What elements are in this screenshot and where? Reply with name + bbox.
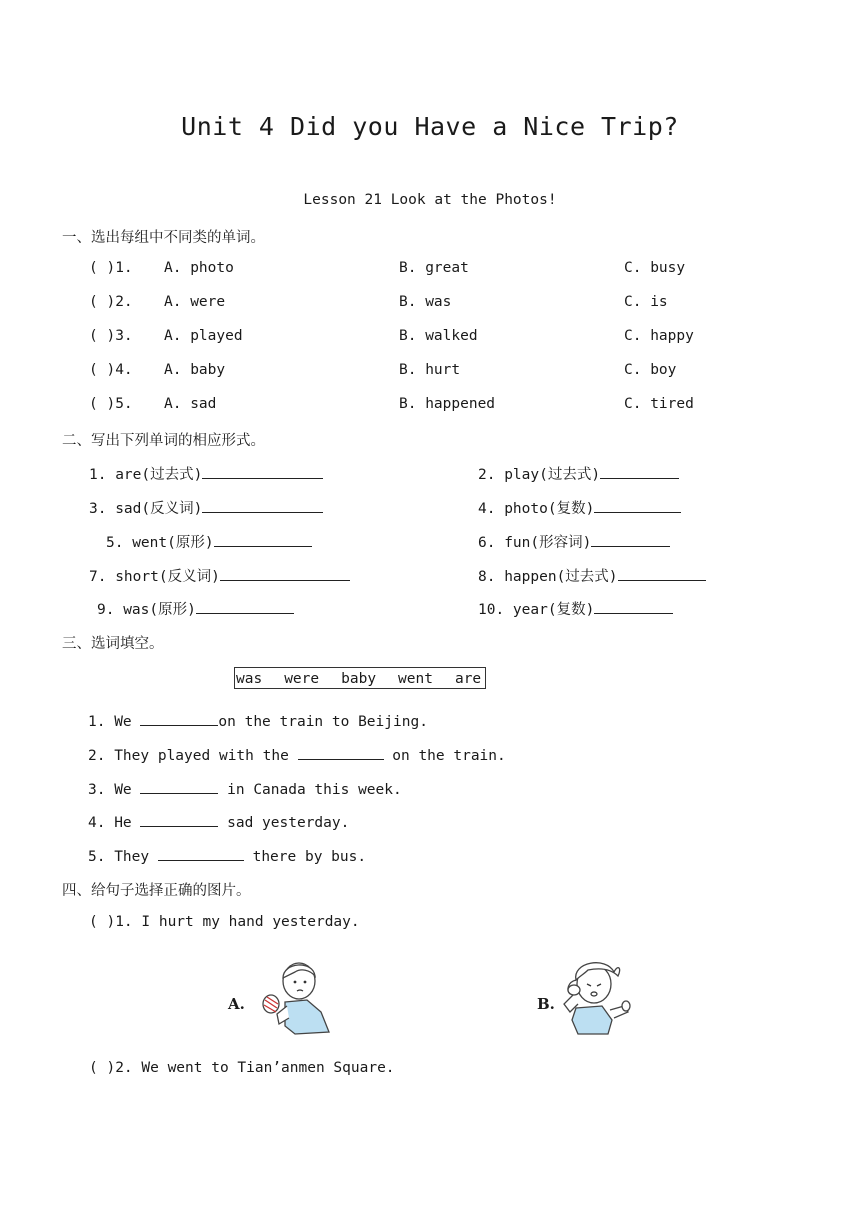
s1-q1-num: ( )1.: [89, 260, 133, 276]
word-bank-item: was: [236, 671, 263, 687]
answer-blank[interactable]: [600, 464, 679, 479]
s1-q2-option-a: A. were: [164, 294, 226, 310]
section4-heading: 四、给句子选择正确的图片。: [62, 883, 251, 899]
s1-q5-option-c: C. tired: [624, 396, 694, 412]
answer-blank[interactable]: [214, 532, 312, 547]
word-bank: [234, 667, 486, 689]
section3-heading: 三、选词填空。: [62, 636, 164, 652]
s1-q2-num: ( )2.: [89, 294, 133, 310]
s2-item-9: 9. was(原形): [97, 598, 294, 619]
boy-hurt-hand-picture: [255, 954, 337, 1036]
answer-blank[interactable]: [140, 812, 218, 827]
s4-question-2: ( )2. We went to Tian’anmen Square.: [89, 1060, 395, 1076]
word-bank-item: baby: [341, 671, 377, 687]
s1-q3-option-c: C. happy: [624, 328, 694, 344]
s1-q4-option-a: A. baby: [164, 362, 226, 378]
s1-q2-option-b: B. was: [399, 294, 452, 310]
answer-blank[interactable]: [298, 745, 384, 760]
s2-item-1: 1. are(过去式): [89, 463, 323, 484]
word-bank-item: went: [398, 671, 433, 687]
picture-b-label: B.: [537, 995, 555, 1013]
answer-blank[interactable]: [618, 566, 706, 581]
answer-blank[interactable]: [140, 711, 218, 726]
answer-blank[interactable]: [196, 599, 294, 614]
page-title: Unit 4 Did you Have a Nice Trip?: [181, 112, 679, 141]
s2-item-6: 6. fun(形容词): [478, 531, 670, 552]
s1-q3-option-a: A. played: [164, 328, 243, 344]
answer-blank[interactable]: [140, 779, 218, 794]
section2-heading: 二、写出下列单词的相应形式。: [62, 433, 265, 449]
s1-q3-option-b: B. walked: [399, 328, 478, 344]
s1-q1-option-a: A. photo: [164, 260, 234, 276]
s2-item-5: 5. went(原形): [106, 531, 312, 552]
lesson-title: Lesson 21 Look at the Photos!: [303, 192, 557, 208]
s3-sentence-2: 2. They played with the on the train.: [88, 745, 506, 764]
s3-sentence-3: 3. We in Canada this week.: [88, 779, 402, 798]
answer-blank[interactable]: [158, 846, 244, 861]
word-bank-item: are: [454, 671, 482, 687]
word-bank-item: were: [284, 671, 320, 687]
answer-blank[interactable]: [591, 532, 670, 547]
girl-hurt-head-picture: [558, 950, 634, 1038]
s4-question-1: ( )1. I hurt my hand yesterday.: [89, 914, 360, 930]
answer-blank[interactable]: [202, 464, 323, 479]
answer-blank[interactable]: [594, 599, 673, 614]
s1-q1-option-b: B. great: [399, 260, 469, 276]
answer-blank[interactable]: [594, 498, 681, 513]
s2-item-10: 10. year(复数): [478, 598, 673, 619]
s3-sentence-5: 5. They there by bus.: [88, 846, 366, 865]
s1-q4-option-c: C. boy: [624, 362, 677, 378]
s1-q2-option-c: C. is: [624, 294, 668, 310]
s1-q5-option-b: B. happened: [399, 396, 496, 412]
s2-item-3: 3. sad(反义词): [89, 497, 323, 518]
s1-q4-option-b: B. hurt: [399, 362, 461, 378]
s1-q5-option-a: A. sad: [164, 396, 217, 412]
s1-q1-option-c: C. busy: [624, 260, 686, 276]
s3-sentence-1: 1. We on the train to Beijing.: [88, 711, 428, 730]
section1-heading: 一、选出每组中不同类的单词。: [62, 230, 265, 246]
s3-sentence-4: 4. He sad yesterday.: [88, 812, 349, 831]
s1-q4-num: ( )4.: [89, 362, 133, 378]
answer-blank[interactable]: [202, 498, 323, 513]
s2-item-4: 4. photo(复数): [478, 497, 681, 518]
s2-item-2: 2. play(过去式): [478, 463, 679, 484]
s1-q5-num: ( )5.: [89, 396, 133, 412]
s2-item-8: 8. happen(过去式): [478, 565, 706, 586]
picture-a-label: A.: [228, 995, 245, 1013]
s2-item-7: 7. short(反义词): [89, 565, 350, 586]
answer-blank[interactable]: [220, 566, 350, 581]
s1-q3-num: ( )3.: [89, 328, 133, 344]
